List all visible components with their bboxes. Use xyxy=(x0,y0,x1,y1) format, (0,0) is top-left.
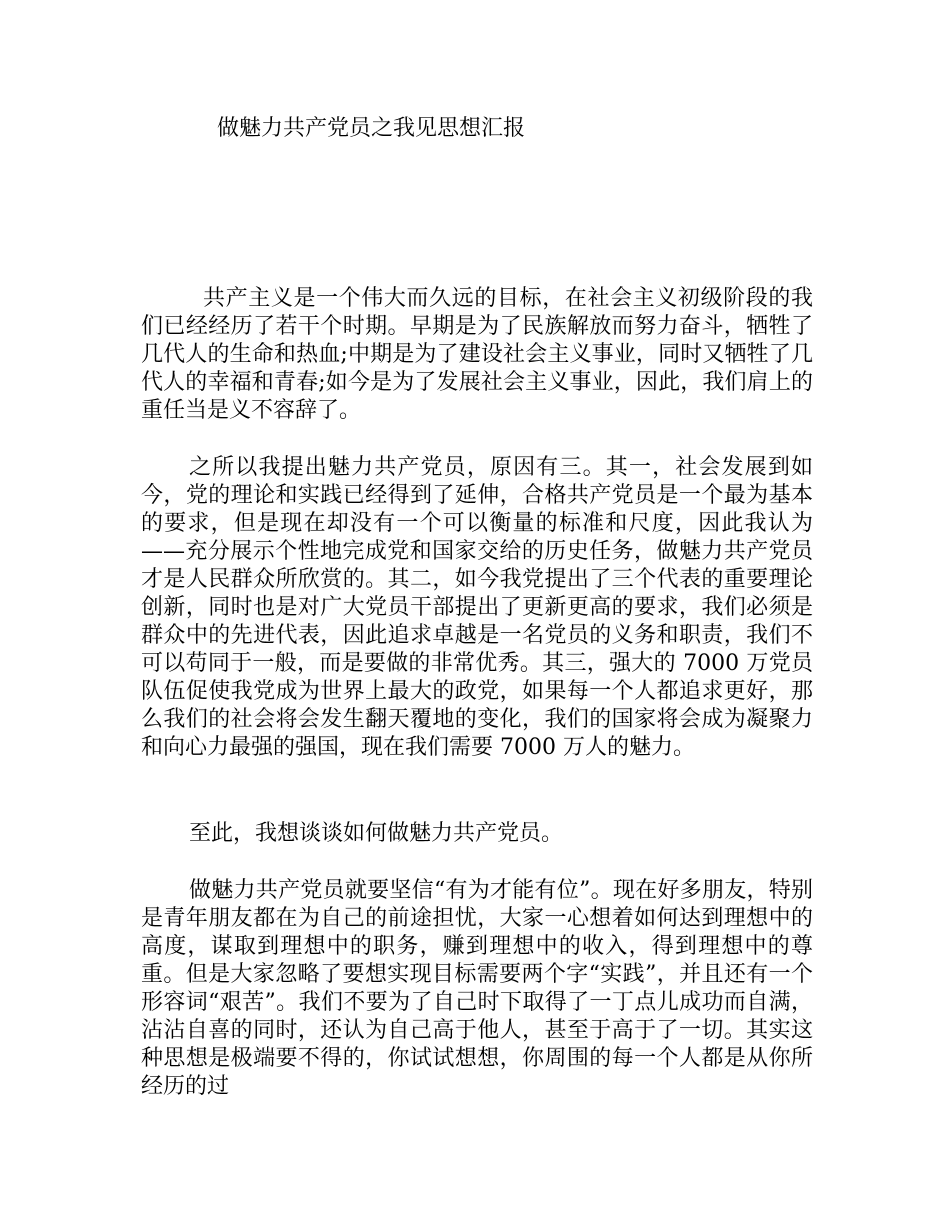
paragraph-three-reasons: 之所以我提出魅力共产党员，原因有三。其一，社会发展到如今，党的理论和实践已经得到了延伸，合格共产党员是一个最为基本的要求，但是现在却没有一个可以衡量的标准和尺度，因此我认为——充分展示个性地完成党和国家交给的历史任务，做魅力共产党员才是人民群众所欣赏的。其二，如今我党提出了三个代表的重要理论创新，同时也是对广大党员干部提出了更新更高的要求，我们必须是群众中的先进代表，因此追求卓越是一名党员的义务和职责，我们不可以苟同于一般，而是要做的非常优秀。其三，强大的 7000 万党员队伍促使我党成为世界上最大的政党，如果每一个人都追求更好，那么我们的社会将会发生翻天覆地的变化，我们的国家将会成为凝聚力和向心力最强的强国，现在我们需要 7000 万人的魅力。 xyxy=(141,455,813,760)
paragraph-communism-goal: 共产主义是一个伟大而久远的目标，在社会主义初级阶段的我们已经经历了若干个时期。早期是为了民族解放而努力奋斗，牺牲了几代人的生命和热血;中期是为了建设社会主义事业，同时又牺牲了几代人的幸福和青春;如今是为了发展社会主义事业，因此，我们肩上的重任当是义不容辞了。 xyxy=(141,286,813,423)
document-title: 做魅力共产党员之我见思想汇报 xyxy=(217,116,526,141)
paragraph-transition: 至此，我想谈谈如何做魅力共产党员。 xyxy=(189,821,564,846)
paragraph-practice: 做魅力共产党员就要坚信“有为才能有位”。现在好多朋友，特别是青年朋友都在为自己的前途担忧，大家一心想着如何达到理想中的高度，谋取到理想中的职务，赚到理想中的收入，得到理想中的尊重。但是大家忽略了要想实现目标需要两个字“实践”，并且还有一个形容词“艰苦”。我们不要为了自己时下取得了一丁点儿成功而自满，沾沾自喜的同时，还认为自己高于他人，甚至于高于了一切。其实这种思想是极端要不得的，你试试想想，你周围的每一个人都是从你所经历的过 xyxy=(141,878,813,1099)
